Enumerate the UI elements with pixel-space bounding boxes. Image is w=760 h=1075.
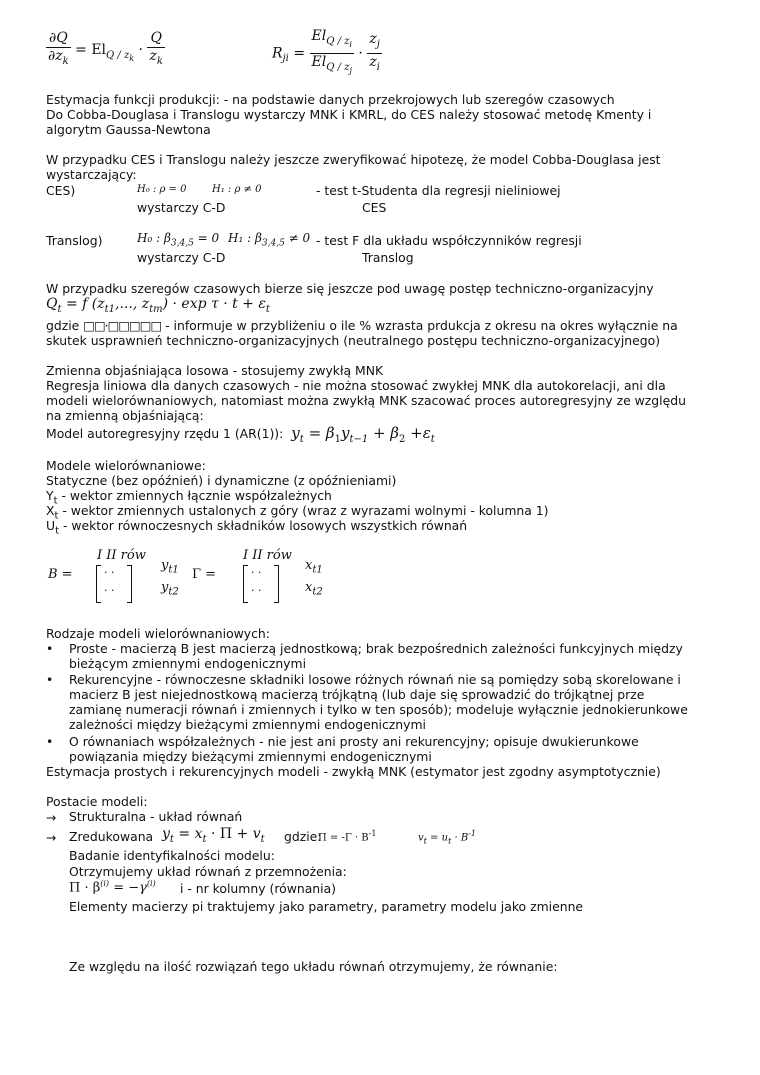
translog-h1: H₁ : $\beta_{3,4,5} \ne 0$: [228, 231, 311, 249]
multi-eq-line-5: $U_t$ - wektor równoczesnych składników losowych wszystkich równań: [46, 518, 468, 537]
v-definition: $v_t = u_t \cdot B^{-1}$: [418, 829, 476, 846]
parameters-line: Elementy macierzy pi traktujemy jako parametry, parametry modelu jako zmienne: [69, 899, 584, 914]
arrow-icon: →: [46, 810, 57, 825]
random-var-line-2: Regresja liniowa dla danych czasowych - nie można stosować zwykłej MNK dla autokorelacji, ani dla: [46, 378, 666, 393]
estimation-line-1: Estymacja funkcji produkcji: - na podstawie danych przekrojowych lub szeregów czasowych: [46, 92, 615, 107]
production-formula: $Q_t = f$ ($z_{t1}$,..., $z_{tm}) \cdot \exp \tau \cdot t + \varepsilon_t$: [46, 296, 270, 315]
matrix-g-label: Γ =: [192, 567, 217, 582]
ces-h1: H₁ : ρ ≠ 0: [212, 184, 262, 195]
multi-eq-line-4: $X_t$ - wektor zmiennych ustalonych z góry (wraz z wyrazami wolnymi - kolumna 1): [46, 503, 549, 522]
z-ratio-fraction: $\frac{z_j}{z_i}$: [369, 31, 380, 73]
random-var-line-1: Zmienna objaśniająca losowa - stosujemy zwykłą MNK: [46, 363, 384, 378]
partial-fraction: $\frac{\partial Q}{\partial z_k}$: [48, 30, 69, 67]
model-types-heading: Rodzaje modeli wielorównaniowych:: [46, 626, 270, 641]
ces-test: - test t-Studenta dla regresji nieliniowej: [316, 183, 561, 198]
ces-sub-left: wystarczy C-D: [137, 200, 226, 215]
time-series-line-4: skutek usprawnień techniczno-organizacyjnych (neutralnego postępu techniczno-organizacyjnego): [46, 333, 661, 348]
bullet-1-line-1: Proste - macierzą B jest macierzą jednostkową; brak bezpośrednich zależności funkcyjnych między: [69, 641, 683, 656]
estimation-line-2: Do Cobba-Douglasa i Translogu wystarczy MNK i KMRL, do CES należy stosować metodę Kmenty i: [46, 107, 652, 122]
matrix-b-label: B =: [48, 567, 73, 582]
random-var-line-4: na zmienną objaśniającą:: [46, 408, 204, 423]
ar1-line: Model autoregresyjny rzędu 1 (AR(1)): $y_t = \beta_1y_{t-1} + \beta_2 +\varepsilon_t$: [46, 424, 435, 445]
solutions-line: Ze względu na ilość rozwiązań tego układu równań otrzymujemy, że równanie:: [69, 959, 558, 974]
hypothesis-line-1: W przypadku CES i Translogu należy jeszcze zweryfikować hipotezę, że model Cobba-Douglasa jest: [46, 152, 661, 167]
formula-r-ji: $R_{ji}$ = $\frac{El_{Q / z_i}}{El_{Q / z_j}}$ · $\frac{z_j}{z_i}$: [272, 28, 382, 79]
q-over-z-fraction: $\frac{Q}{z_k}$: [149, 30, 163, 67]
pi-definition: $\Pi = -\Gamma \cdot B^{-1}$: [318, 829, 377, 844]
formula-elasticity: $\frac{\partial Q}{\partial z_k}$ = $El_{Q / z_k}$ · $\frac{Q}{z_k}$: [46, 30, 165, 70]
matrix-g-x2: $x_{t2}$: [305, 580, 323, 598]
bullet-1: •: [46, 641, 54, 656]
ces-h0: H₀ : ρ = 0: [137, 184, 187, 195]
el-ratio-fraction: $\frac{El_{Q / z_i}}{El_{Q / z_j}}$: [311, 28, 352, 75]
matrix-g-bracket: · · · ·: [243, 565, 279, 601]
reduced-form-eq: $y_t = x_t \cdot \Pi + v_t$: [162, 826, 265, 845]
multi-eq-line-2: Statyczne (bez opóźnień) i dynamiczne (z opóźnieniami): [46, 473, 397, 488]
bullet-3-line-2: powiązania między bieżącymi zmiennymi endogenicznymi: [69, 749, 432, 764]
column-index-label: i - nr kolumny (równania): [180, 881, 337, 896]
estimation-line-3: algorytm Gaussa-Newtona: [46, 122, 211, 137]
matrix-g-header: I II rów: [243, 548, 292, 563]
bullet-2-line-1: Rekurencyjne - równoczesne składniki losowe różnych równań nie są pomiędzy sobą skorelowane i: [69, 672, 681, 687]
pi-beta-equation: $\Pi \cdot \beta^{(i)} = -\gamma^{(i)}$: [69, 879, 156, 896]
bullet-2-line-3: zamianę numeracji równań i zmiennych i tylko w ten sposób); modeluje wyłącznie jednokierunkowe: [69, 702, 688, 717]
structural-form: Strukturalna - układ równań: [69, 809, 243, 824]
hypothesis-line-2: wystarczający:: [46, 167, 137, 182]
time-series-line-1: W przypadku szeregów czasowych bierze się jeszcze pod uwagę postęp techniczno-organizacyjny: [46, 281, 654, 296]
identifiability-line: Badanie identyfikalności modelu:: [69, 848, 275, 863]
estimation-summary: Estymacja prostych i rekurencyjnych modeli - zwykłą MNK (estymator jest zgodny asymptotycznie): [46, 764, 661, 779]
ces-sub-right: CES: [362, 200, 387, 215]
matrix-g-x1: $x_{t1}$: [305, 558, 323, 576]
arrow-icon: →: [46, 830, 57, 845]
translog-label: Translog): [46, 233, 103, 248]
translog-sub-right: Translog: [362, 250, 414, 265]
random-var-line-3: modeli wielorównaniowych, natomiast można zwykłą MNK szacować proces autoregresyjny ze względu: [46, 393, 686, 408]
multiplication-line: Otrzymujemy układ równań z przemnożenia:: [69, 864, 347, 879]
bullet-2: •: [46, 672, 54, 687]
multi-eq-line-3: $Y_t$ - wektor zmiennych łącznie współzależnych: [46, 488, 332, 507]
reduced-form-label: Zredukowana: [69, 829, 154, 844]
bullet-3-line-1: O równaniach współzależnych - nie jest ani prosty ani rekurencyjny; opisuje dwukierunkowe: [69, 734, 639, 749]
garbled-symbols: □□·□□□□□: [83, 318, 162, 333]
bullet-3: •: [46, 734, 54, 749]
reduced-form-where: gdzie:: [284, 829, 322, 844]
matrix-b-y1: $y_{t1}$: [161, 558, 179, 576]
translog-h0: H₀ : $\beta_{3,4,5} = 0$: [137, 231, 220, 249]
ces-label: CES): [46, 183, 76, 198]
matrix-b-header: I II rów: [97, 548, 146, 563]
bullet-2-line-2: macierz B jest niejednostkową macierzą trójkątną (lub daje się sprowadzić do trójkątnej prze: [69, 687, 645, 702]
bullet-2-line-4: zależności między bieżącymi zmiennymi endogenicznymi: [69, 717, 426, 732]
bullet-1-line-2: bieżącym zmiennymi endogenicznymi: [69, 656, 307, 671]
time-series-line-3: gdzie □□·□□□□□ - informuje w przybliżeniu o ile % wzrasta prdukcja z okresu na okres wyłącznie na: [46, 318, 678, 333]
multi-eq-line-1: Modele wielorównaniowe:: [46, 458, 206, 473]
matrix-b-y2: $y_{t2}$: [161, 580, 179, 598]
translog-test: - test F dla układu współczynników regresji: [316, 233, 582, 248]
forms-heading: Postacie modeli:: [46, 794, 148, 809]
matrix-b-bracket: · · · ·: [96, 565, 132, 601]
translog-sub-left: wystarczy C-D: [137, 250, 226, 265]
